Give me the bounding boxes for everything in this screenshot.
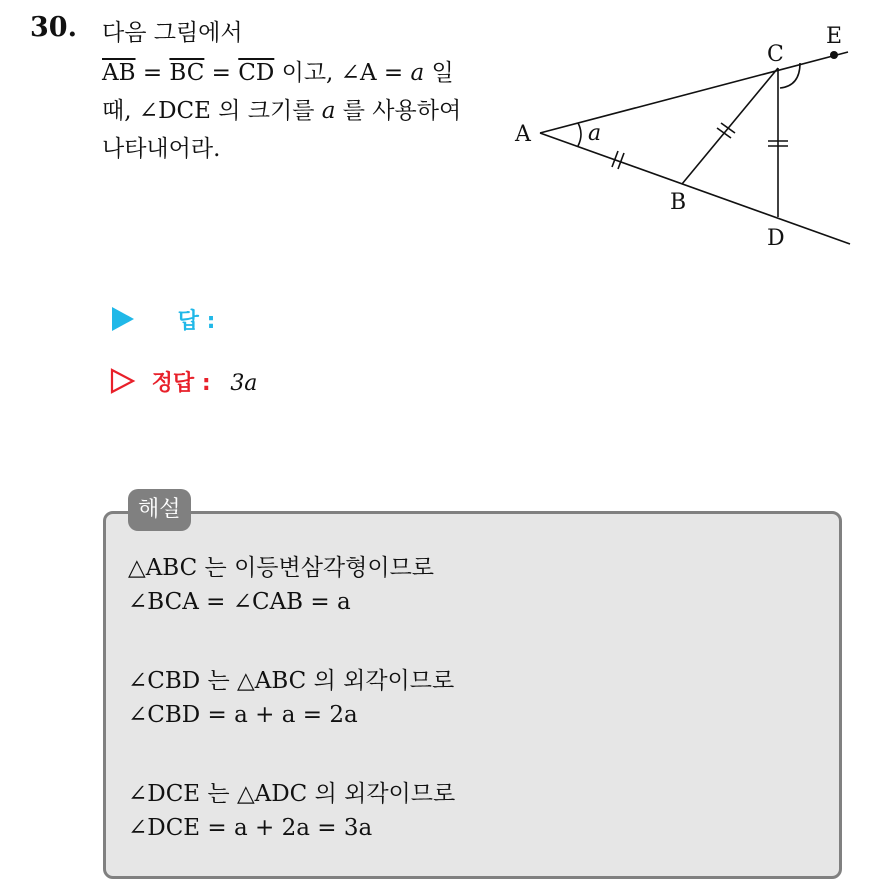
answer-row <box>110 304 215 335</box>
alpha-symbol-2: a <box>321 98 336 124</box>
explanation-line-5: ∠DCE 는 △ADC 의 외각이므로 <box>128 781 456 807</box>
explanation-line-4: ∠CBD = a + a = 2a <box>128 702 358 728</box>
alpha-symbol: a <box>410 60 425 86</box>
answer-label: 답 : <box>177 309 216 334</box>
explanation-line-6: ∠DCE = a + 2a = 3a <box>128 815 373 841</box>
explanation-line-2: ∠BCA = ∠CAB = a <box>128 589 351 615</box>
correct-answer-value: 3a <box>230 371 258 396</box>
filled-triangle-icon <box>110 306 136 332</box>
equals-1: = <box>135 60 170 86</box>
segment-ab: $\overline{AB}$ <box>102 60 136 86</box>
explanation-line-1: △ABC 는 이등변삼각형이므로 <box>128 555 435 581</box>
segment-cd: $\overline{CD}$ <box>238 60 275 86</box>
question-line-1: 다음 그림에서 <box>102 20 243 46</box>
question-line-2-tail1: 이고, ∠A = <box>274 60 411 86</box>
question-line-3-tail: 를 사용하여 <box>335 98 462 124</box>
correct-answer-row <box>110 366 257 397</box>
geometry-figure <box>0 0 884 270</box>
label-a: A <box>515 122 531 147</box>
question-line-2-tail2: 일 <box>424 60 454 86</box>
segment-bc: $\overline{BC}$ <box>169 60 205 86</box>
question-line-3-head: 때, ∠DCE 의 크기를 <box>102 98 322 124</box>
outline-triangle-icon <box>110 368 136 394</box>
label-b: B <box>670 190 687 215</box>
point-e-dot <box>830 51 838 59</box>
explanation-line-3: ∠CBD 는 △ABC 의 외각이므로 <box>128 668 455 694</box>
line-ae <box>540 52 848 133</box>
problem-number: 30. <box>30 12 77 43</box>
segment-bc-line <box>682 68 778 184</box>
line-ad <box>540 133 850 244</box>
question-line-4: 나타내어라. <box>102 136 221 162</box>
label-d: D <box>767 226 785 251</box>
correct-answer-label: 정답 : <box>151 371 211 396</box>
label-c: C <box>767 42 784 67</box>
equals-2: = <box>204 60 239 86</box>
angle-a-arc <box>578 123 581 146</box>
label-e: E <box>826 24 843 49</box>
explanation-tag: 해설 <box>128 489 191 531</box>
tick-ab <box>612 151 624 169</box>
angle-label-a: a <box>588 121 602 146</box>
